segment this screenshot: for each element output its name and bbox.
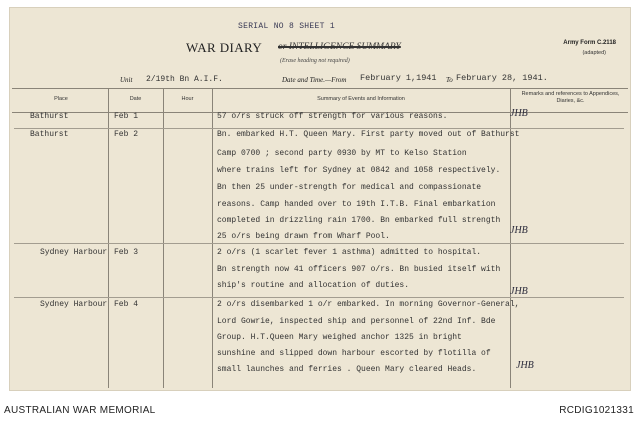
col-header-remarks: Remarks and references to Appendices, Diaries, &c. (521, 91, 620, 104)
entry-line: completed in drizzling rain 1700. Bn embarked full strength (217, 216, 501, 225)
archive-credit: AUSTRALIAN WAR MEMORIAL (4, 405, 156, 416)
entry-line: where trains left for Sydney at 0842 and 1058 respectively. (217, 166, 501, 175)
entry-line: 2 o/rs (1 scarlet fever 1 asthma) admitted to hospital. (217, 248, 482, 257)
column-divider (163, 88, 164, 388)
col-header-hour: Hour (181, 96, 194, 102)
entry-line: 25 o/rs being drawn from Wharf Pool. (217, 232, 390, 241)
unit-value: 2/19th Bn A.I.F. (146, 75, 223, 84)
initials-signature: JHB (510, 108, 528, 119)
entry-line: sunshine and slipped down harbour escorted by flotilla of (217, 349, 491, 358)
entry-date: Feb 3 (114, 248, 139, 257)
column-divider (108, 88, 109, 388)
entry-place: Bathurst (30, 130, 69, 139)
struck-heading: or INTELLIGENCE SUMMARY (278, 42, 401, 52)
initials-signature: JHB (510, 286, 528, 297)
to-label: To (446, 76, 453, 84)
entry-line: ship's routine and allocation of duties. (217, 281, 410, 290)
table-top-border (12, 88, 628, 89)
army-form-label: Army Form C.2118 (563, 40, 616, 46)
entry-divider (14, 128, 624, 129)
from-date: February 1,1941 (360, 73, 437, 83)
entry-place: Bathurst (30, 112, 69, 121)
entry-line: Bn then 25 under-strength for medical and compassionate (217, 183, 482, 192)
date-time-label: Date and Time.—From (282, 76, 347, 84)
initials-signature: JHB (510, 225, 528, 236)
entry-line: reasons. Camp handed over to 19th I.T.B. Final embarkation (217, 200, 496, 209)
initials-signature: JHB (516, 360, 534, 371)
col-header-place: Place (54, 96, 68, 102)
to-date: February 28, 1941. (456, 73, 548, 83)
entry-line: Lord Gowrie, inspected ship and personnel of 22nd Inf. Bde (217, 317, 496, 326)
entry-place: Sydney Harbour (40, 300, 108, 309)
erase-note: (Erase heading not required) (280, 58, 350, 64)
entry-line: Camp 0700 ; second party 0930 by MT to Kelso Station (217, 149, 467, 158)
adapted-label: (adapted) (582, 50, 606, 56)
entry-divider (14, 243, 624, 244)
unit-label: Unit (120, 76, 133, 84)
entry-line: 57 o/rs struck off strength for various reasons. (217, 112, 448, 121)
col-header-summary: Summary of Events and Information (317, 96, 405, 102)
column-divider (212, 88, 213, 388)
entry-line: small launches and ferries . Queen Mary cleared Heads. (217, 365, 477, 374)
entry-date: Feb 1 (114, 112, 139, 121)
entry-line: Group. H.T.Queen Mary weighed anchor 1325 in bright (217, 333, 462, 342)
entry-date: Feb 2 (114, 130, 139, 139)
page-title: WAR DIARY (186, 40, 263, 55)
col-header-date: Date (129, 96, 142, 102)
entry-line: Bn. embarked H.T. Queen Mary. First party moved out of Bathurst (217, 130, 520, 139)
serial-number: SERIAL NO 8 SHEET 1 (238, 22, 335, 31)
entry-line: Bn strength now 41 officers 907 o/rs. Bn busied itself with (217, 265, 501, 274)
entry-date: Feb 4 (114, 300, 139, 309)
archive-reference: RCDIG1021331 (559, 405, 634, 416)
entry-line: 2 o/rs disembarked 1 o/r embarked. In morning Governor-General, (217, 300, 520, 309)
entry-place: Sydney Harbour (40, 248, 108, 257)
entry-divider (14, 297, 624, 298)
war-diary-sheet (9, 7, 631, 391)
